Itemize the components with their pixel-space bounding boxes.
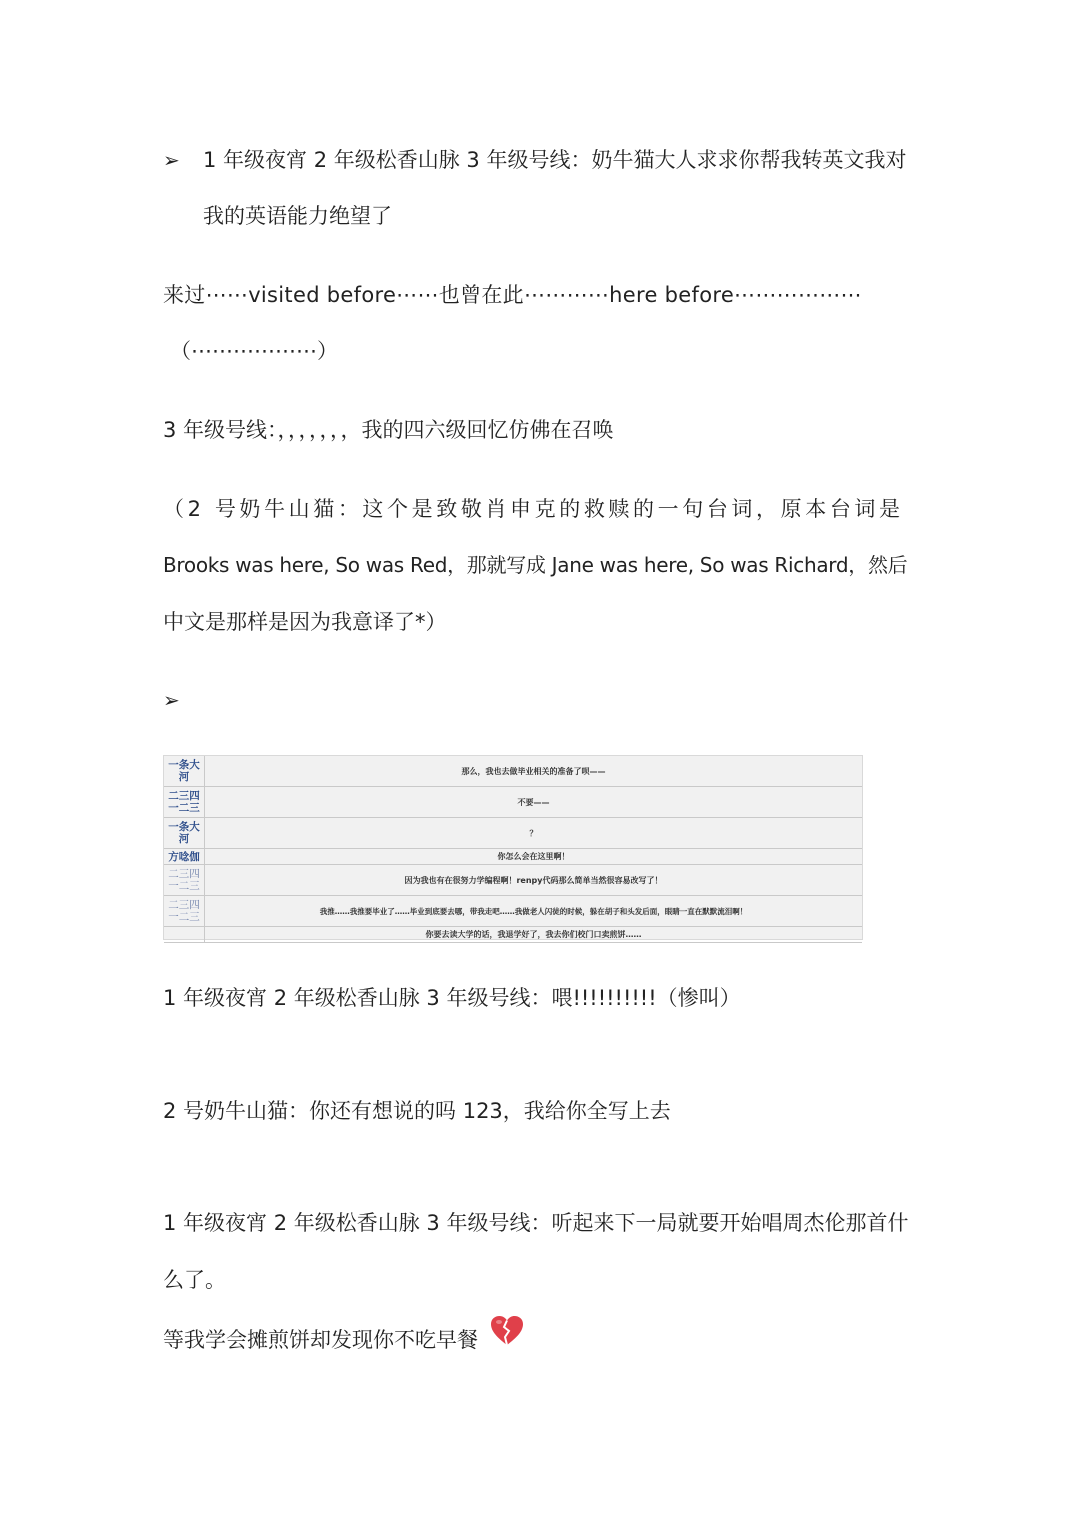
table-row [164,849,862,865]
speaker-cell: 二三四一二三 [164,787,205,818]
paragraph-2-line-2: （⋯⋯⋯⋯⋯⋯） [170,339,338,363]
paragraph-4-line-2: Brooks was here, So was Red，那就写成 Jane was here, So was Richard，然后 [163,553,908,577]
paragraph-5: 1 年级夜宵 2 年级松香山脉 3 年级号线：喂!!!!!!!!!!（惨叫） [163,986,741,1010]
paragraph-8: 等我学会摊煎饼却发现你不吃早餐 [163,1328,478,1352]
table-row [164,896,862,927]
speaker-cell: 二三四一二三 [164,896,205,927]
table-row [164,787,862,818]
paragraph-4-line-1: （2 号奶牛山猫：这个是致敬肖申克的救赎的一句台词，原本台词是 [163,497,904,521]
paragraph-6: 2 号奶牛山猫：你还有想说的吗 123，我给你全写上去 [163,1099,671,1123]
dialogue-cell: 我推……我推要毕业了……毕业到底要去哪，带我走吧……我做老人闪徒的时候，躲在胡子和头发后面，眼睛一直在默默流泪啊！ [205,896,863,927]
dialogue-cell: 你要去读大学的话，我退学好了，我去你们校门口卖煎饼…… [205,927,863,943]
paragraph-2-line-1: 来过⋯⋯visited before⋯⋯也曾在此⋯⋯⋯⋯here before⋯⋯⋯⋯⋯⋯ [163,283,862,307]
paragraph-7-line-2: 么了。 [163,1268,226,1292]
dialogue-cell: 因为我也有在很努力学编程啊！renpy代码那么简单当然很容易改写了！ [205,865,863,896]
dialogue-cell: ？ [205,818,863,849]
speaker-cell: 一条大河 [164,756,205,787]
paragraph-3: 3 年级号线：，，，，，，，我的四六级回忆仿佛在召唤 [163,418,614,442]
paragraph-1-line-2: 我的英语能力绝望了 [203,204,392,228]
table-row [164,818,862,849]
speaker-cell [164,927,205,943]
dialogue-cell: 那么，我也去做毕业相关的准备了呗—— [205,756,863,787]
speaker-cell: 方唸伽 [164,849,205,865]
paragraph-4-line-3: 中文是那样是因为我意译了*） [163,610,447,634]
dialogue-cell: 不要—— [205,787,863,818]
broken-heart-icon [490,1315,524,1347]
paragraph-7-line-1: 1 年级夜宵 2 年级松香山脉 3 年级号线：听起来下一局就要开始唱周杰伦那首什 [163,1211,909,1235]
speaker-cell: 一条大河 [164,818,205,849]
dialogue-cell: 你怎么会在这里啊！ [205,849,863,865]
speaker-cell: 二三四一二三 [164,865,205,896]
paragraph-1-line-1: 1 年级夜宵 2 年级松香山脉 3 年级号线：奶牛猫大人求求你帮我转英文我对 [203,148,907,172]
table-row [164,927,862,943]
bullet-arrow-icon: ➢ [163,148,180,172]
bullet-arrow-icon: ➢ [163,688,180,712]
table-row [164,756,862,787]
table-row [164,865,862,896]
dialogue-table [163,755,863,940]
